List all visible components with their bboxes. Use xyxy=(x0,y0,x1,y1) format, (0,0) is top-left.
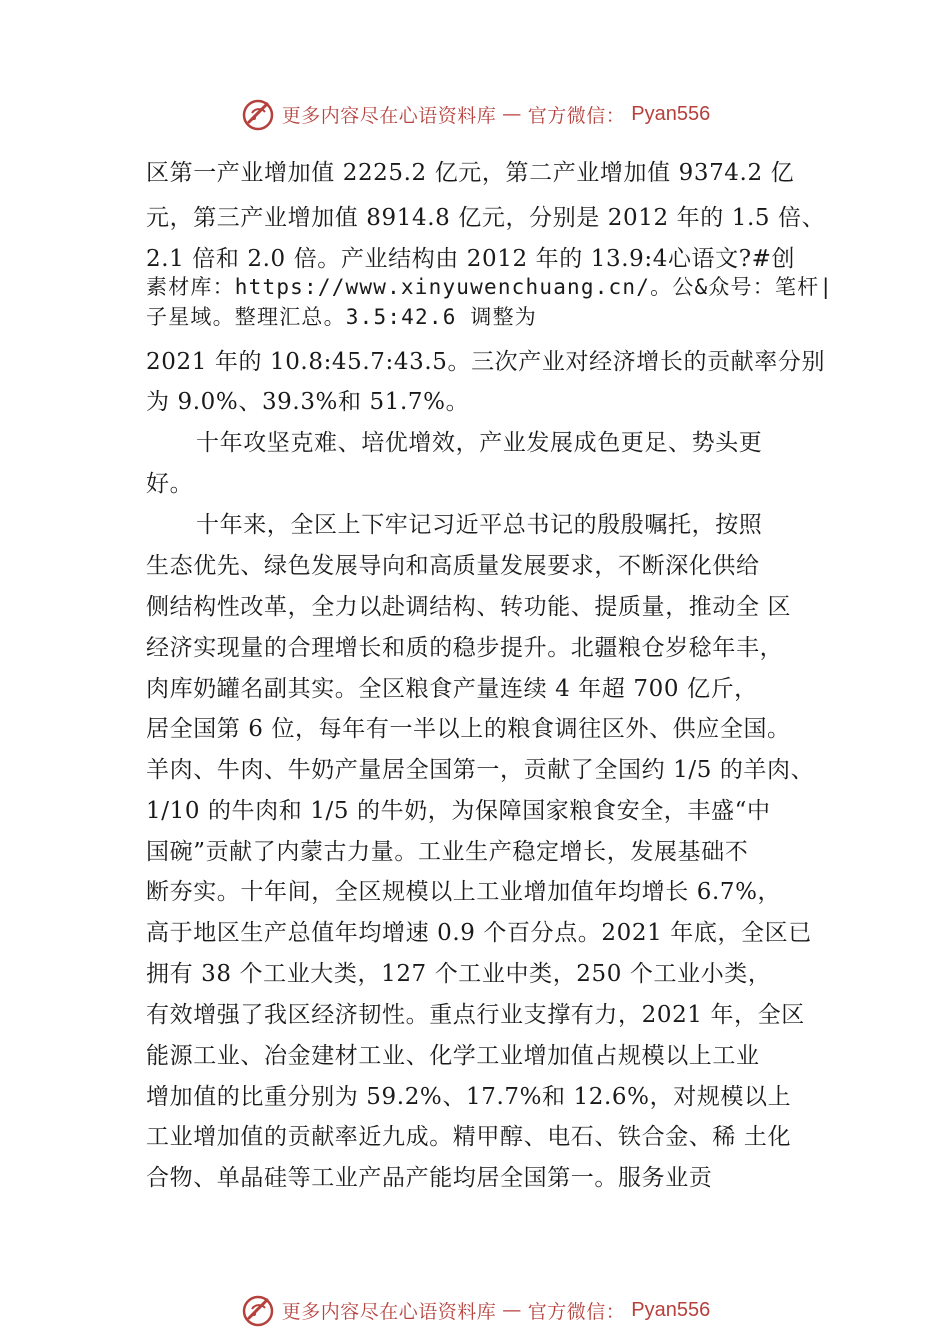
text-line: 十年攻坚克难、培优增效，产业发展成色更足、势头更 xyxy=(196,430,763,456)
footer-banner xyxy=(0,1288,950,1332)
text-line: 好。 xyxy=(146,471,194,497)
header-brand-text: 更多内容尽在心语资料库 xyxy=(281,104,497,127)
text-line: 增加值的比重分别为 59.2%、17.7%和 12.6%，对规模以上 xyxy=(146,1084,792,1110)
text-line: 2.1 倍和 2.0 倍。产业结构由 2012 年的 13.9:4心语文?#创 xyxy=(146,246,796,272)
text-line: 国碗”贡献了内蒙古力量。工业生产稳定增长，发展基础不 xyxy=(146,839,749,865)
text-line: 高于地区生产总值年均增速 0.9 个百分点。2021 年底，全区已 xyxy=(146,920,812,946)
text-line: 区第一产业增加值 2225.2 亿元，第二产业增加值 9374.2 亿 xyxy=(146,160,795,186)
text-line: 羊肉、牛肉、牛奶产量居全国第一，贡献了全国约 1/5 的羊肉、 xyxy=(146,757,815,783)
text-line: 工业增加值的贡献率近九成。精甲醇、电石、铁合金、稀 土化 xyxy=(146,1124,792,1150)
text-line: 肉库奶罐名副其实。全区粮食产量连续 4 年超 700 亿斤， xyxy=(146,676,758,702)
text-line: 侧结构性改革，全力以赴调结构、转功能、提质量，推动全 区 xyxy=(146,594,792,620)
text-line: 居全国第 6 位，每年有一半以上的粮食调往区外、供应全国。 xyxy=(146,716,791,742)
text-line: 为 9.0%、39.3%和 51.7%。 xyxy=(146,389,470,415)
text-line: 断夯实。十年间，全区规模以上工业增加值年均增长 6.7%， xyxy=(146,879,782,905)
text-line: 合物、单晶硅等工业产品产能均居全国第一。服务业贡 xyxy=(146,1165,713,1191)
header-official-wechat: 官方微信： xyxy=(527,104,626,127)
text-line: 经济实现量的合理增长和质的稳步提升。北疆粮仓岁稔年丰， xyxy=(146,635,784,661)
text-line: 能源工业、冶金建材工业、化学工业增加值占规模以上工业 xyxy=(146,1043,760,1069)
footer-wechat-id: Pyan556 xyxy=(631,1298,711,1321)
text-line: 2021 年的 10.8:45.7:43.5。三次产业对经济增长的贡献率分别 xyxy=(146,349,826,375)
header-dash: — xyxy=(502,103,522,125)
text-line: 1/10 的牛肉和 1/5 的牛奶，为保障国家粮食安全，丰盛“中 xyxy=(146,798,771,824)
footer-dash: — xyxy=(502,1299,522,1321)
text-line: 生态优先、绿色发展导向和高质量发展要求，不断深化供给 xyxy=(146,553,760,579)
footer-official-wechat: 官方微信： xyxy=(527,1300,626,1323)
text-line: 子星域。整理汇总。3.5:42.6 调整为 xyxy=(146,305,537,329)
text-line: 元，第三产业增加值 8914.8 亿元，分别是 2012 年的 1.5 倍、 xyxy=(146,205,826,231)
text-line: 拥有 38 个工业大类，127 个工业中类，250 个工业小类， xyxy=(146,961,772,987)
header-wechat-id: Pyan556 xyxy=(631,102,711,125)
brand-logo-icon xyxy=(240,1292,276,1328)
footer-brand-text: 更多内容尽在心语资料库 xyxy=(281,1300,497,1323)
text-line: 素材库：https://www.xinyuwenchuang.cn/。公&众号：笔杆| xyxy=(146,275,834,299)
text-line: 十年来，全区上下牢记习近平总书记的殷殷嘱托，按照 xyxy=(196,512,763,538)
text-line: 有效增强了我区经济韧性。重点行业支撑有力，2021 年，全区 xyxy=(146,1002,805,1028)
